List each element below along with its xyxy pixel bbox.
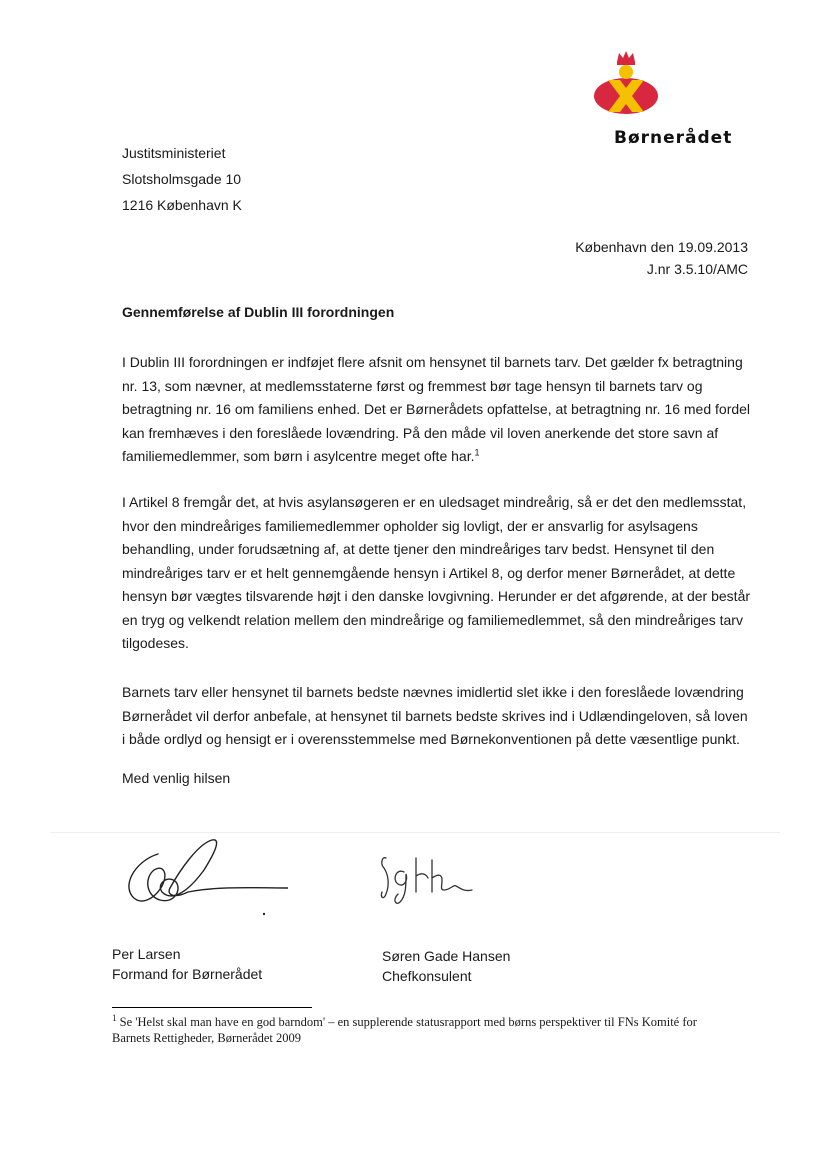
body-paragraph: I Artikel 8 fremgår det, at hvis asylansøgeren er en uledsaget mindreårig, så er det den medlemsstat, hvor den mindreåriges familiemedlemmer opholder sig lovligt, der er ansvarlig for asylsagens behandling, under forudsætning af, at dette tjener den mindreåriges tarv bedst. Hensynet til den mindreåriges tarv er et helt gennemgående hensyn i Artikel 8, og derfor mener Børnerådet, at dette hensyn bør vægtes tilsvarende højt i den danske lovgivning. Herunder er det afgørende, at der består en tryg og velkendt relation mellem den mindreårige og familiemedlemmet, så den mindreåriges tarv tilgodeses. [122,494,751,651]
borneradet-logo-icon [590,46,662,118]
footnote-text: Se 'Helst skal man have en god barndom' – en supplerende statusrapport med børns perspektiver til FNs Komité for Barnets Rettigheder, Børnerådet 2009 [112,1015,697,1045]
signer-name: Per Larsen [112,946,181,962]
body-paragraph [122,351,754,469]
signature-soren-gade-hansen-icon [376,852,476,906]
signer-name: Søren Gade Hansen [382,948,511,964]
signer-block [382,946,510,986]
signer-title: Chefkonsulent [382,968,472,984]
recipient-address [122,140,242,218]
paragraph-text: I Dublin III forordningen er indføjet flere afsnit om hensynet til barnets tarv. Det gælder fx betragtning nr. 13, som nævner, at medlemsstaterne først og fremmest bør tage hensyn til barnets tarv og betragtning nr. 16 om familiens enhed. Det er Børnerådets opfattelse, at betragtning nr. 16 med fordel kan fremhæves i den foreslåede lovændring. På den måde vil loven anerkende det store savn af familiemedlemmer, som børn i asylcentre meget ofte har. [122,354,751,464]
footnote [112,1014,722,1046]
place-date: København den 19.09.2013 [575,239,748,255]
recipient-line: 1216 København K [122,197,242,213]
reference-number: J.nr 3.5.10/AMC [646,261,748,277]
footnote-reference: 1 [474,447,480,458]
footnote-number: 1 [112,1012,117,1023]
body-paragraph: Barnets tarv eller hensynet til barnets bedste nævnes imidlertid slet ikke i den foreslåede lovændring Børnerådet vil derfor anbefale, at hensynet til barnets bedste skrives ind i Udlændingeloven, så loven i både ordlyd og hensigt er i overensstemmelse med Børnekonventionen på dette væsentlige punkt. [122,684,748,747]
recipient-line: Slotsholmsgade 10 [122,171,242,187]
signature-per-larsen-icon [118,830,288,920]
signer-title: Formand for Børnerådet [112,966,263,982]
dateline [575,236,748,280]
signer-block [112,944,262,984]
footnote-rule [112,1007,312,1008]
closing-greeting: Med venlig hilsen [122,770,231,786]
recipient-line: Justitsministeriet [122,145,226,161]
letter-subject: Gennemførelse af Dublin III forordningen [122,304,395,320]
organization-name: Børnerådet [614,128,733,148]
